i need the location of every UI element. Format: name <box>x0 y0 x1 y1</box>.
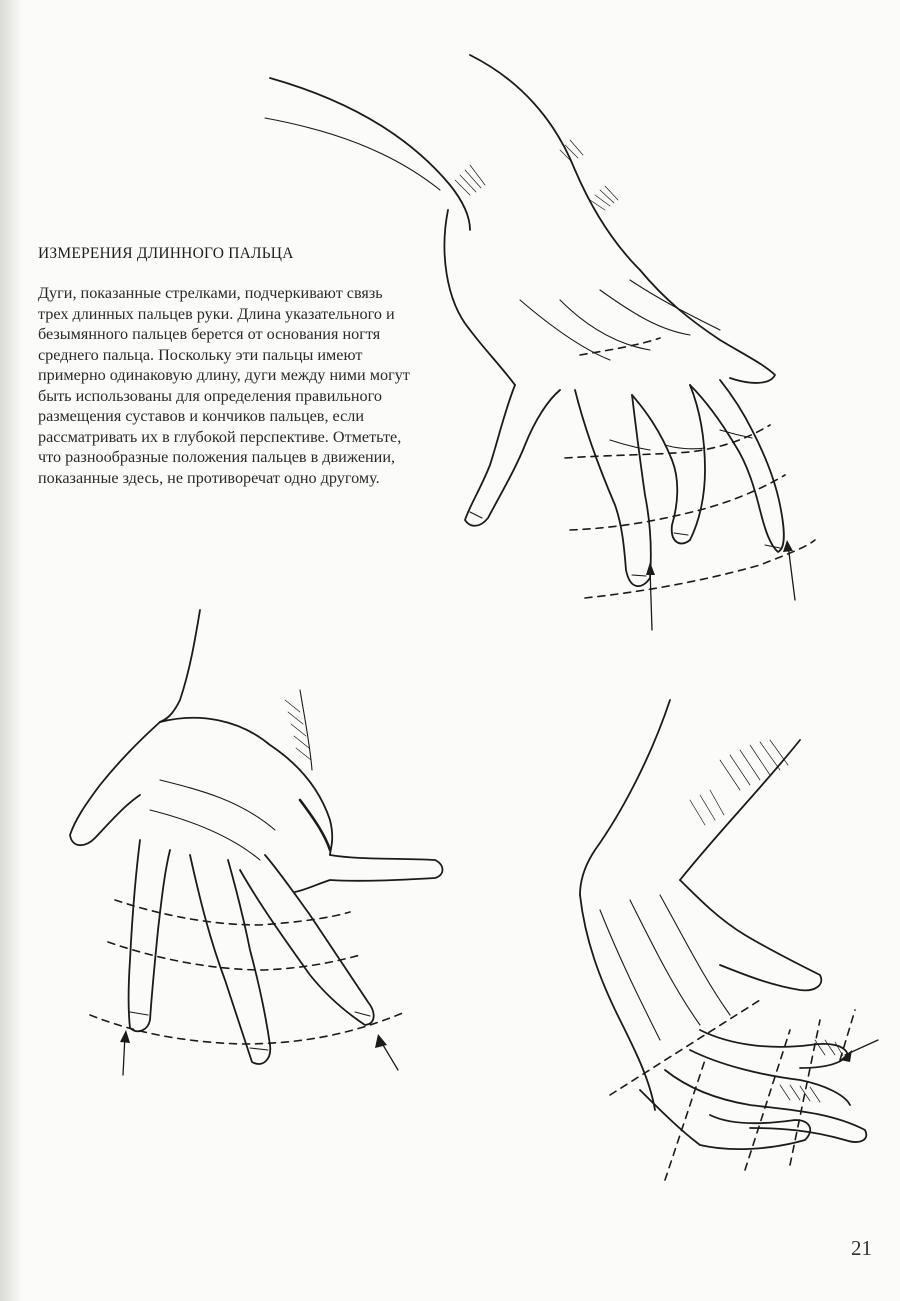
body-paragraph: Дуги, показанные стрелками, подчеркивают связь трех длинных пальцев руки. Длина указательного и безымянного пальцев берется от основания ногтя среднего пальца. Поскольку эти пальцы имеют примерно одинаковую длину, дуги между ними могут быть использованы для определения правильного размещения суставов и кончиков пальцев, если рассматривать их в глубокой перспективе. Отметьте, что разнообразные положения пальцев в движении, показанные здесь, не противоречат одно другому. <box>38 284 410 487</box>
bent-hand-outline <box>580 700 866 1149</box>
page-number: 21 <box>851 1236 872 1260</box>
section-heading: ИЗМЕРЕНИЯ ДЛИННОГО ПАЛЬЦА <box>38 245 294 262</box>
